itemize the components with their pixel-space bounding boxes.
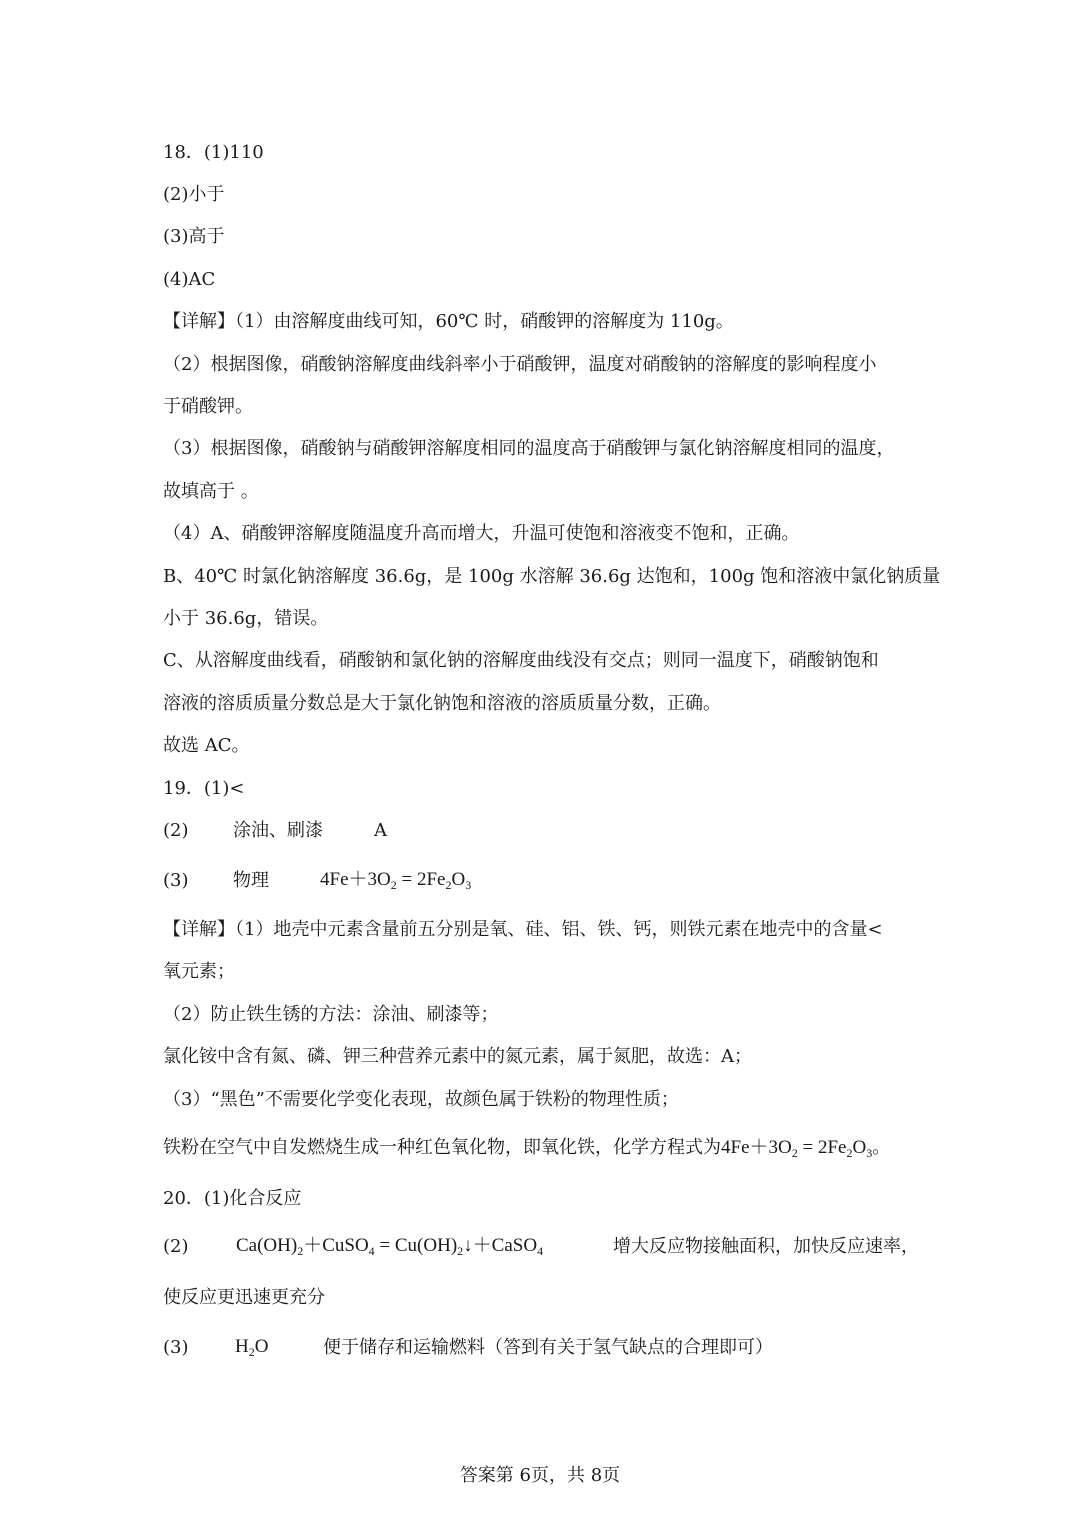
q18-answer-2: (2)小于 xyxy=(163,184,225,205)
q18-answer-4: (4)AC xyxy=(163,269,216,290)
q19-detail-3b xyxy=(163,1136,890,1160)
q18-detail-c2: 溶液的溶质质量分数总是大于氯化钠饱和溶液的溶质质量分数，正确。 xyxy=(163,693,721,714)
q19-detail-1b: 氧元素； xyxy=(163,961,235,982)
q18-detail-2b: 于硝酸钾。 xyxy=(163,396,253,417)
answer-number: (2) xyxy=(163,820,189,841)
q18-header: 18．(1)110 xyxy=(163,142,264,163)
chemical-equation: $4Fe+3O_2 = 2Fe_2O_3$ xyxy=(721,1137,873,1160)
answer-text: 便于储存和运输燃料（答到有关于氢气缺点的合理即可） xyxy=(323,1337,773,1358)
chemical-formula: $H_2O$ xyxy=(235,1336,269,1359)
q20-answer-2 xyxy=(163,1235,919,1259)
q19-header: 19．(1)< xyxy=(163,778,245,799)
q18-answer-3: (3)高于 xyxy=(163,226,225,247)
q19-detail-3: （3）“黑色”不需要化学变化表现，故颜色属于铁粉的物理性质； xyxy=(163,1089,679,1110)
chemical-equation: $Ca(OH)_2+CuSO_4$ = $Cu(OH)_2↓+CaSO_4$ xyxy=(236,1235,544,1258)
q18-detail-1 xyxy=(163,310,734,334)
q19-detail-1a xyxy=(163,918,883,942)
q18-detail-2a: （2）根据图像，硝酸钠溶解度曲线斜率小于硝酸钾，温度对硝酸钠的溶解度的影响程度小 xyxy=(163,354,877,375)
chemical-equation: $4Fe+3O_2 = 2Fe_2O_3$ xyxy=(320,869,472,892)
answer-text: 增大反应物接触面积，加快反应速率， xyxy=(613,1236,919,1257)
detail-text: （1）由溶解度曲线可知，60℃ 时，硝酸钾的溶解度为 110g。 xyxy=(235,311,734,332)
detail-tag: 【详解】 xyxy=(163,311,235,332)
answer-text: 涂油、刷漆 xyxy=(233,820,323,841)
q18-detail-4: （4）A、硝酸钾溶解度随温度升高而增大，升温可使饱和溶液变不饱和，正确。 xyxy=(163,523,800,544)
answer-number: (2) xyxy=(163,1236,189,1257)
detail-text: （1）地壳中元素含量前五分别是氧、硅、铝、铁、钙，则铁元素在地壳中的含量< xyxy=(235,919,883,940)
q20-answer-3 xyxy=(163,1336,773,1360)
q18-detail-c1: C、从溶解度曲线看，硝酸钠和氯化钠的溶解度曲线没有交点；则同一温度下，硝酸钠饱和 xyxy=(163,650,879,671)
answer-text: 物理 xyxy=(233,870,269,891)
detail-end: 。 xyxy=(872,1137,891,1158)
q20-header: 20．(1)化合反应 xyxy=(163,1188,302,1209)
q19-detail-2: （2）防止铁生锈的方法：涂油、刷漆等； xyxy=(163,1004,499,1025)
q18-detail-b1: B、40℃ 时氯化钠溶解度 36.6g，是 100g 水溶解 36.6g 达饱和，100g 饱和溶液中氯化钠质量 xyxy=(163,566,941,587)
q20-answer-2-cont: 使反应更迅速更充分 xyxy=(163,1287,325,1308)
answer-number: (3) xyxy=(163,1337,189,1358)
page-footer: 答案第 6页，共 8页 xyxy=(459,1465,621,1486)
detail-tag: 【详解】 xyxy=(163,919,235,940)
detail-text: 铁粉在空气中自发燃烧生成一种红色氧化物，即氧化铁，化学方程式为 xyxy=(163,1137,721,1158)
answer-choice: A xyxy=(374,820,387,841)
q18-detail-3b: 故填高于 。 xyxy=(163,481,259,502)
q19-answer-3 xyxy=(163,869,472,893)
q19-detail-2b: 氯化铵中含有氮、磷、钾三种营养元素中的氮元素，属于氮肥，故选：A； xyxy=(163,1046,752,1067)
q19-answer-2 xyxy=(163,819,387,843)
q18-detail-3a: （3）根据图像，硝酸钠与硝酸钾溶解度相同的温度高于硝酸钾与氯化钠溶解度相同的温度， xyxy=(163,438,895,459)
q18-detail-b2: 小于 36.6g，错误。 xyxy=(163,608,329,629)
q18-conclusion: 故选 AC。 xyxy=(163,735,250,756)
answer-number: (3) xyxy=(163,870,189,891)
